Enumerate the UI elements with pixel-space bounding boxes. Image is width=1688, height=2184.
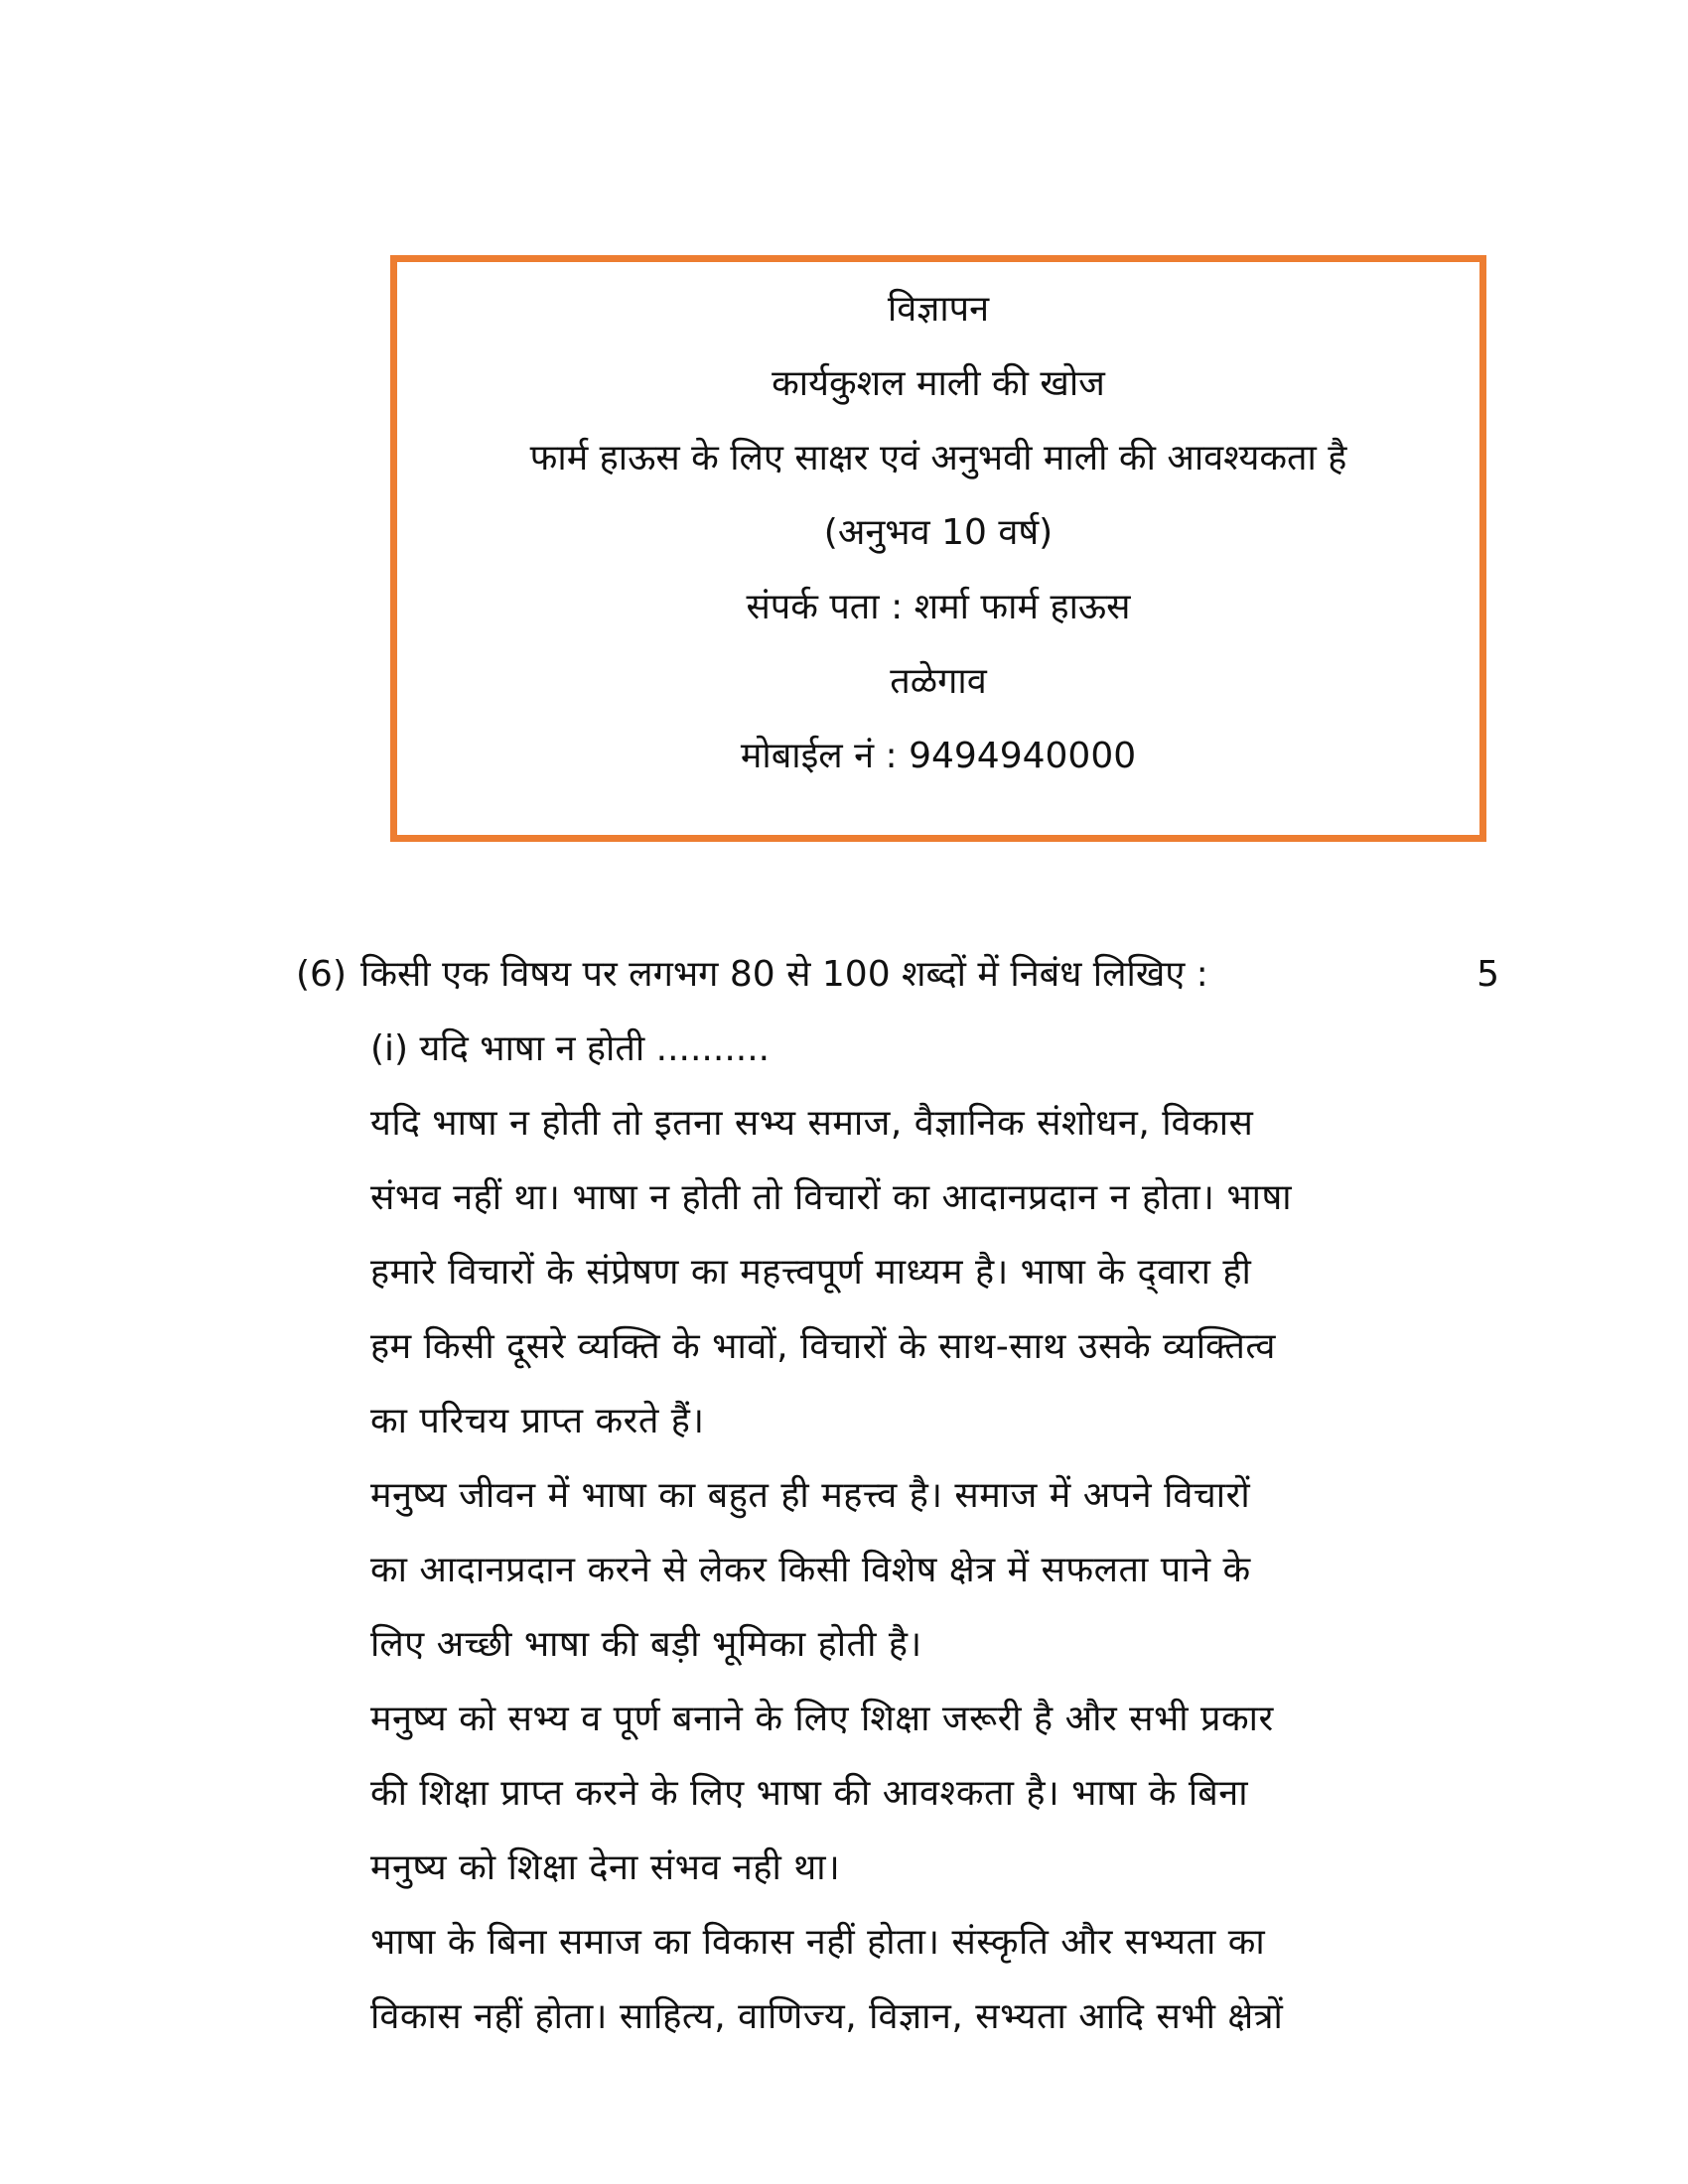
ad-contact-address: संपर्क पता : शर्मा फार्म हाऊस: [746, 587, 1131, 627]
essay-line: हमारे विचारों के संप्रेषण का महत्त्वपूर्ण माध्यम है। भाषा के द्‌वारा ही: [370, 1252, 1252, 1293]
essay-line: मनुष्य जीवन में भाषा का बहुत ही महत्त्व है। समाज में अपने विचारों: [370, 1475, 1251, 1516]
essay-line: मनुष्य को शिक्षा देना संभव नही था।: [370, 1847, 841, 1888]
ad-experience: (अनुभव 10 वर्ष): [823, 512, 1054, 553]
essay-line: मनुष्य को सभ्य व पूर्ण बनाने के लिए शिक्षा जरूरी है और सभी प्रकार: [370, 1699, 1274, 1739]
question-marks: 5: [1477, 954, 1499, 995]
essay-line: लिए अच्छी भाषा की बड़ी भूमिका होती है।: [370, 1624, 922, 1665]
essay-line: संभव नहीं था। भाषा न होती तो विचारों का आदानप्रदान न होता। भाषा: [370, 1177, 1293, 1218]
ad-description: फार्म हाऊस के लिए साक्षर एवं अनुभवी माली की आवश्यकता है: [529, 438, 1347, 478]
question-instruction: किसी एक विषय पर लगभग 80 से 100 शब्दों में निबंध लिखिए :: [360, 954, 1208, 995]
ad-title: विज्ञापन: [887, 289, 990, 330]
essay-line: विकास नहीं होता। साहित्य, वाणिज्य, विज्ञान, सभ्यता आदि सभी क्षेत्रों: [370, 1996, 1284, 2037]
question-header: [296, 953, 1499, 997]
ad-mobile-number: मोबाईल नं : 9494940000: [740, 736, 1137, 776]
essay-sub-topic: (i) यदि भाषा न होती ..........: [370, 1028, 771, 1069]
ad-location: तळेगाव: [890, 661, 987, 702]
essay-line: यदि भाषा न होती तो इतना सभ्य समाज, वैज्ञानिक संशोधन, विकास: [370, 1103, 1254, 1144]
essay-line: की शिक्षा प्राप्त करने के लिए भाषा की आवश्कता है। भाषा के बिना: [370, 1773, 1249, 1814]
essay-line: का परिचय प्राप्त करते हैं।: [370, 1401, 705, 1441]
essay-line: हम किसी दूसरे व्यक्ति के भावों, विचारों के साथ-साथ उसके व्यक्तित्व: [370, 1326, 1276, 1367]
advertisement-box: [390, 255, 1486, 842]
essay-line: का आदानप्रदान करने से लेकर किसी विशेष क्षेत्र में सफलता पाने के: [370, 1550, 1251, 1590]
question-number: (6): [296, 954, 347, 995]
ad-headline: कार्यकुशल माली की खोज: [772, 363, 1105, 404]
essay-line: भाषा के बिना समाज का विकास नहीं होता। संस्कृति और सभ्यता का: [370, 1922, 1266, 1963]
